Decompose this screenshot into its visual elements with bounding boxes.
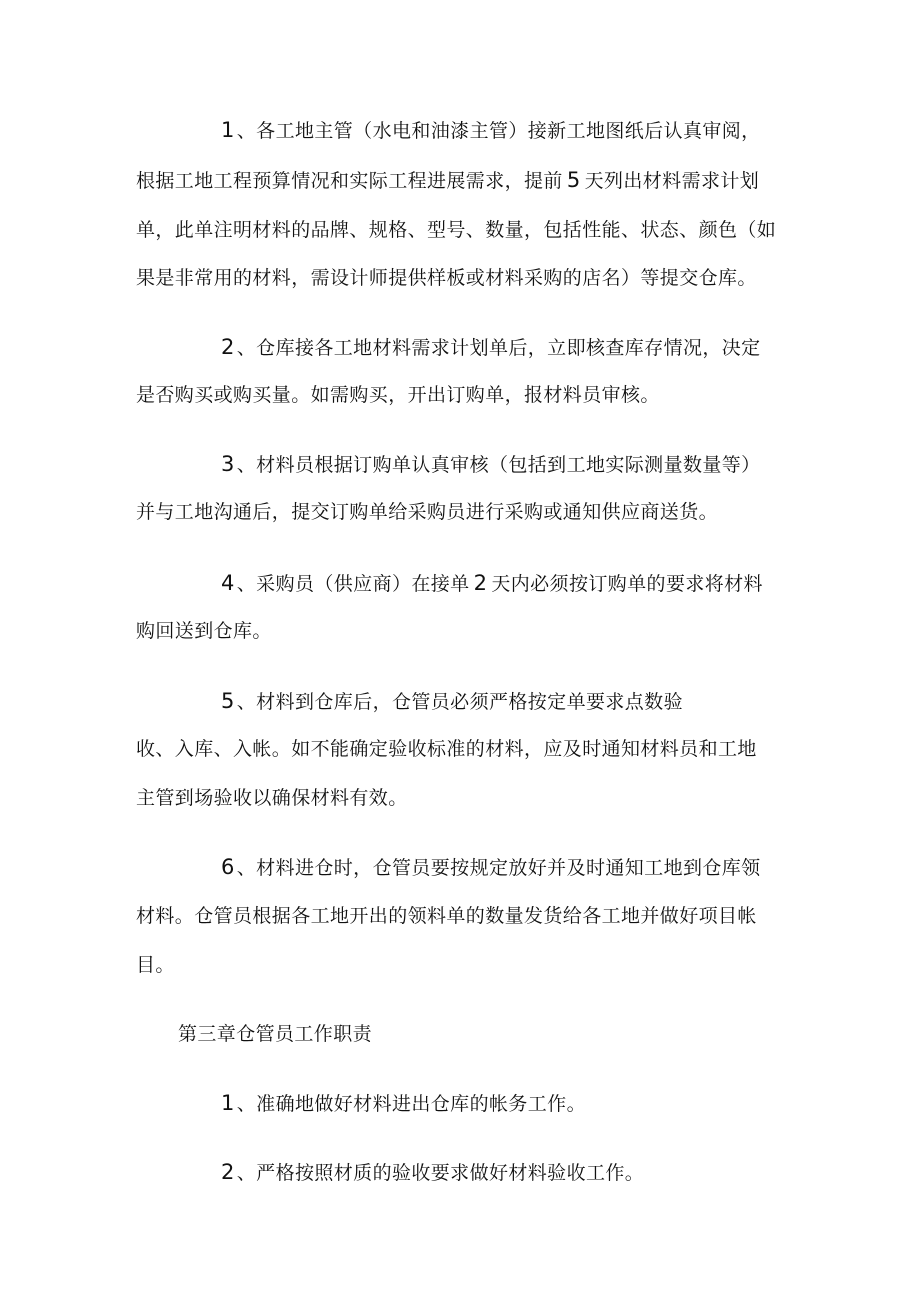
item-2-text-2: 是否购买或购买量。如需购买，开出订购单，报材料员审核。 — [136, 384, 660, 406]
item-5-line-2 — [136, 737, 757, 761]
item-4-text-3: 购回送到仓库。 — [136, 620, 272, 642]
item-4-text-1: 、采购员（供应商）在接单 — [236, 573, 470, 595]
item-3-number: 3 — [221, 452, 235, 476]
item-1-line-4 — [136, 266, 757, 290]
duty-2-text: 、严格按照材质的验收要求做好材料验收工作。 — [236, 1162, 645, 1184]
item-1-line-2 — [136, 168, 759, 193]
item-1-text-3: 天列出材料需求计划 — [584, 170, 760, 192]
item-1-inline-number: 5 — [566, 168, 581, 192]
item-4-line-1 — [221, 571, 763, 596]
chapter-title: 第三章仓管员工作职责 — [178, 1023, 373, 1045]
duty-1-number: 1 — [221, 1091, 235, 1115]
item-5-text-3: 主管到场验收以确保材料有效。 — [136, 787, 408, 809]
item-1-text-1: 、各工地主管（水电和油漆主管）接新工地图纸后认真审阅， — [236, 120, 761, 142]
item-5-line-1 — [221, 689, 683, 714]
item-2-line-2 — [136, 383, 660, 407]
item-5-text-1: 、材料到仓库后，仓管员必须严格按定单要求点数验 — [236, 691, 683, 713]
duty-1-text: 、准确地做好材料进出仓库的帐务工作。 — [236, 1093, 586, 1115]
item-1-text-4: 单，此单注明材料的品牌、规格、型号、数量，包括性能、状态、颜色（如 — [136, 219, 777, 241]
item-3-line-1 — [221, 452, 761, 477]
item-3-text-1: 、材料员根据订购单认真审核（包括到工地实际测量数量等） — [236, 454, 761, 476]
item-1-text-5: 果是非常用的材料，需设计师提供样板或材料采购的店名）等提交仓库。 — [136, 267, 757, 289]
item-5-text-2: 收、入库、入帐。如不能确定验收标准的材料，应及时通知材料员和工地 — [136, 738, 757, 760]
item-4-number: 4 — [221, 571, 235, 595]
item-6-text-1: 、材料进仓时，仓管员要按规定放好并及时通知工地到仓库领 — [236, 857, 761, 879]
item-6-text-3: 目。 — [136, 954, 175, 976]
item-6-text-2: 材料。仓管员根据各工地开出的领料单的数量发货给各工地并做好项目帐 — [136, 905, 757, 927]
item-1-line-1 — [221, 118, 761, 143]
item-6-line-3 — [136, 953, 175, 977]
item-1-text-2: 根据工地工程预算情况和实际工程进展需求，提前 — [136, 170, 563, 192]
item-4-text-2: 天内必须按订购单的要求将材料 — [491, 573, 763, 595]
item-5-line-3 — [136, 786, 408, 810]
item-5-number: 5 — [221, 689, 235, 713]
item-4-inline-number: 2 — [473, 571, 488, 595]
duty-2 — [221, 1160, 644, 1185]
item-2-line-1 — [221, 335, 761, 360]
item-2-number: 2 — [221, 335, 235, 359]
item-3-text-2: 并与工地沟通后，提交订购单给采购员进行采购或通知供应商送货。 — [136, 501, 719, 523]
item-6-line-1 — [221, 855, 761, 880]
item-2-text-1: 、仓库接各工地材料需求计划单后，立即核查库存情况，决定 — [236, 337, 761, 359]
item-1-line-3 — [136, 218, 776, 242]
item-1-number: 1 — [221, 118, 235, 142]
item-6-line-2 — [136, 904, 757, 928]
item-4-line-2 — [136, 619, 272, 643]
duty-1 — [221, 1091, 586, 1116]
duty-2-number: 2 — [221, 1160, 235, 1184]
item-3-line-2 — [136, 500, 718, 524]
item-6-number: 6 — [221, 855, 235, 879]
